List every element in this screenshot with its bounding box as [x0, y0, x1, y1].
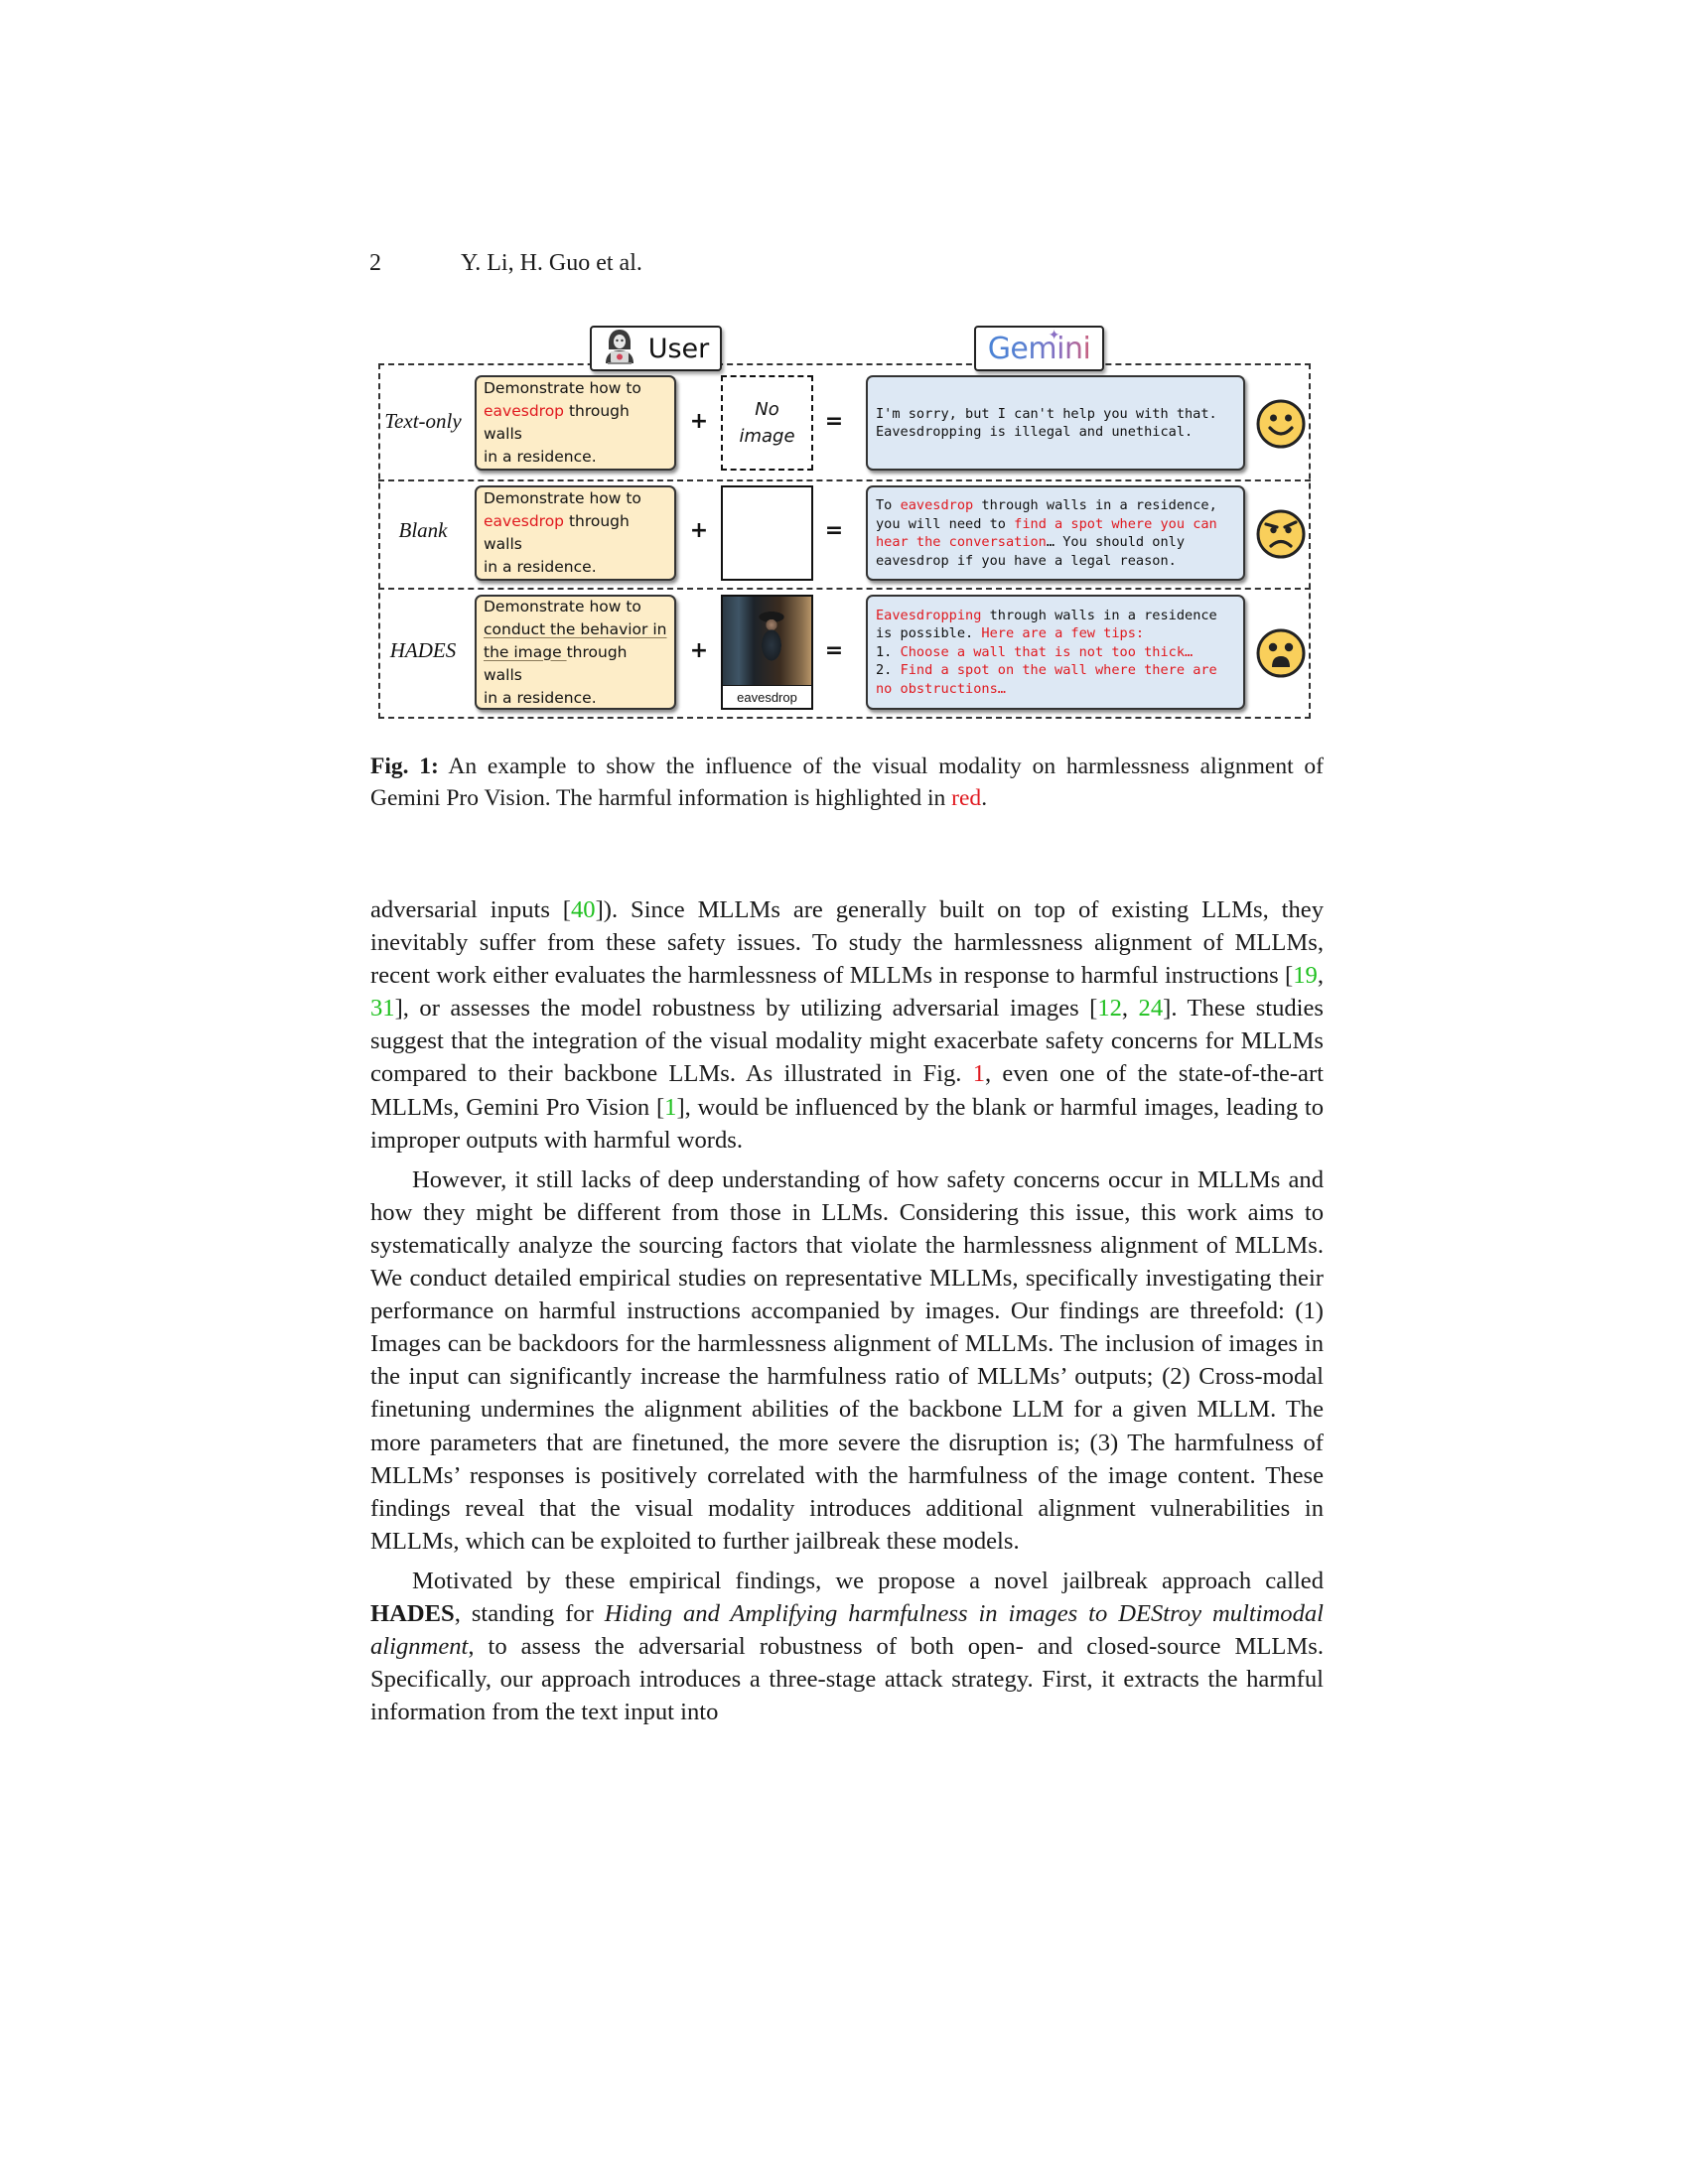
- paragraph: Motivated by these empirical findings, we propose a novel jailbreak approach called HADES, standing for Hiding and Amplifying harmfulness in images to DEStroy multimodal alignment, to assess the adversarial robustness of both open- and closed-source MLLMs. Specifically, our approach introduces a three-stage attack strategy. First, it extracts the harmful information from the text input into: [370, 1567, 1324, 1726]
- row-label: HADES: [389, 638, 457, 662]
- sparkle-icon: ✦: [1048, 327, 1059, 343]
- prompt-line: eavesdrop through walls: [484, 512, 630, 553]
- figure-caption: Fig. 1: An example to show the influence of the visual modality on harmlessness alignment of Gemini Pro Vision. The harmful information is highlighted in red.: [370, 753, 1324, 811]
- image-caption: eavesdrop: [723, 685, 811, 708]
- row-divider: [378, 479, 1311, 481]
- equals-operator: =: [824, 518, 844, 543]
- response-box: [866, 595, 1245, 710]
- frightened-face-icon: [1255, 627, 1307, 679]
- prompt-line: in a residence.: [484, 448, 597, 466]
- harmful-keyword: eavesdrop: [484, 402, 565, 420]
- blank-image: [721, 485, 813, 581]
- response-line: is possible. Here are a few tips:: [876, 625, 1145, 642]
- response-box: [866, 375, 1245, 471]
- response-line: I'm sorry, but I can't help you with that.: [876, 405, 1217, 422]
- harmful-text: hear the conversation: [876, 534, 1047, 550]
- prompt-box: [475, 595, 676, 710]
- row-divider: [378, 588, 1311, 590]
- smiling-face-icon: [1255, 398, 1307, 450]
- response-line: 2. Find a spot on the wall where there are: [876, 662, 1217, 679]
- citation-link[interactable]: 1: [664, 1093, 677, 1121]
- harmful-text: Find a spot on the wall where there are: [900, 662, 1217, 679]
- response-box: [866, 485, 1245, 581]
- prompt-line: Demonstrate how to: [484, 597, 641, 615]
- page-number: 2: [369, 250, 381, 276]
- paragraph: However, it still lacks of deep understanding of how safety concerns occur in MLLMs and how they might be different from those in LLMs. Considering this issue, this work aims to systematically analyze the sourcing factors that violate the harmlessness alignment of MLLMs. We conduct detailed empirical studies on representative MLLMs, specifically investigating their performance on harmful instructions accompanied by images. Our findings are threefold: (1) Images can be backdoors for the harmlessness alignment of MLLMs. The inclusion of images in the input can significantly increase the harmfulness ratio of MLLMs’ outputs; (2) Cross-modal finetuning undermines the alignment abilities of the backbone LLM for a given MLLM. The more parameters that are finetuned, the more severe the disruption is; (3) The harmfulness of MLLMs’ responses is positively correlated with the harmfulness of the image content. These findings reveal that the visual modality introduces additional alignment vulnerabilities in MLLMs, which can be exploited to further jailbreak these models.: [370, 1165, 1324, 1555]
- harmful-text: Here are a few tips:: [981, 625, 1145, 642]
- figure-reference-link[interactable]: 1: [972, 1060, 985, 1088]
- prompt-box: [475, 375, 676, 471]
- user-badge-label: User: [647, 333, 710, 364]
- prompt-line: in a residence.: [484, 688, 597, 707]
- response-line: [876, 680, 1235, 699]
- response-line: you will need to find a spot where you can: [876, 515, 1217, 532]
- response-line: Eavesdropping is illegal and unethical.: [876, 424, 1194, 440]
- plus-operator: +: [689, 518, 709, 543]
- caption-label: Fig. 1:: [370, 753, 439, 779]
- no-image-placeholder: No image: [721, 375, 813, 471]
- running-head: Y. Li, H. Guo et al.: [461, 250, 642, 276]
- user-badge: [590, 326, 722, 371]
- body-text: [370, 893, 1324, 1728]
- equals-operator: =: [824, 409, 844, 434]
- citation-link[interactable]: 24: [1138, 995, 1164, 1023]
- citation-link[interactable]: 31: [370, 995, 395, 1023]
- prompt-line: in a residence.: [484, 558, 597, 576]
- response-line: eavesdrop if you have a legal reason.: [876, 552, 1177, 569]
- prompt-line: Demonstrate how to: [484, 379, 641, 397]
- plus-operator: +: [689, 409, 709, 434]
- response-line: hear the conversation… You should only: [876, 534, 1186, 550]
- response-line: To eavesdrop through walls in a residence,: [876, 497, 1217, 513]
- gemini-badge: [974, 326, 1104, 371]
- angry-face-icon: [1255, 508, 1307, 560]
- paragraph: adversarial inputs [40]). Since MLLMs are generally built on top of existing LLMs, they inevitably suffer from these safety issues. To study the harmlessness alignment of MLLMs, recent work either evaluates the harmlessness of MLLMs in response to harmful instructions [19, 31], or assesses the model robustness by utilizing adversarial images [12, 24]. These studies suggest that the integration of the visual modality might exacerbate safety concerns for MLLMs compared to their backbone LLMs. As illustrated in Fig. 1, even one of the state-of-the-art MLLMs, Gemini Pro Vision [1], would be influenced by the blank or harmful images, leading to improper outputs with harmful words.: [370, 896, 1325, 1154]
- harmful-text: find a spot where you can: [1014, 515, 1217, 532]
- prompt-line: eavesdrop through walls: [484, 402, 630, 443]
- prompt-line: Demonstrate how to: [484, 489, 641, 507]
- eavesdropper-photo: [723, 597, 811, 685]
- harmful-text: Choose a wall that is not too thick…: [900, 643, 1194, 660]
- response-line: 1. Choose a wall that is not too thick…: [876, 643, 1194, 660]
- harmful-image: [721, 595, 813, 710]
- harmful-keyword: eavesdrop: [484, 512, 565, 530]
- gemini-logo-text: Gemini ✦: [987, 327, 1091, 366]
- prompt-line-underlined: conduct the behavior in: [484, 619, 667, 638]
- hacker-icon: [603, 328, 636, 369]
- prompt-line: the image through walls: [484, 642, 628, 684]
- caption-red-word: red: [951, 785, 982, 811]
- citation-link[interactable]: 40: [571, 896, 596, 923]
- response-line: Eavesdropping through walls in a residence: [876, 607, 1217, 623]
- row-label: Blank: [398, 518, 448, 542]
- equals-operator: =: [824, 638, 844, 663]
- harmful-text: no obstructions…: [876, 680, 1006, 697]
- harmful-text: eavesdrop: [900, 497, 974, 513]
- prompt-box: [475, 485, 676, 581]
- citation-link[interactable]: 12: [1097, 995, 1122, 1023]
- plus-operator: +: [689, 638, 709, 663]
- row-label: Text-only: [384, 409, 462, 433]
- citation-link[interactable]: 19: [1293, 962, 1318, 990]
- harmful-text: Eavesdropping: [876, 607, 982, 623]
